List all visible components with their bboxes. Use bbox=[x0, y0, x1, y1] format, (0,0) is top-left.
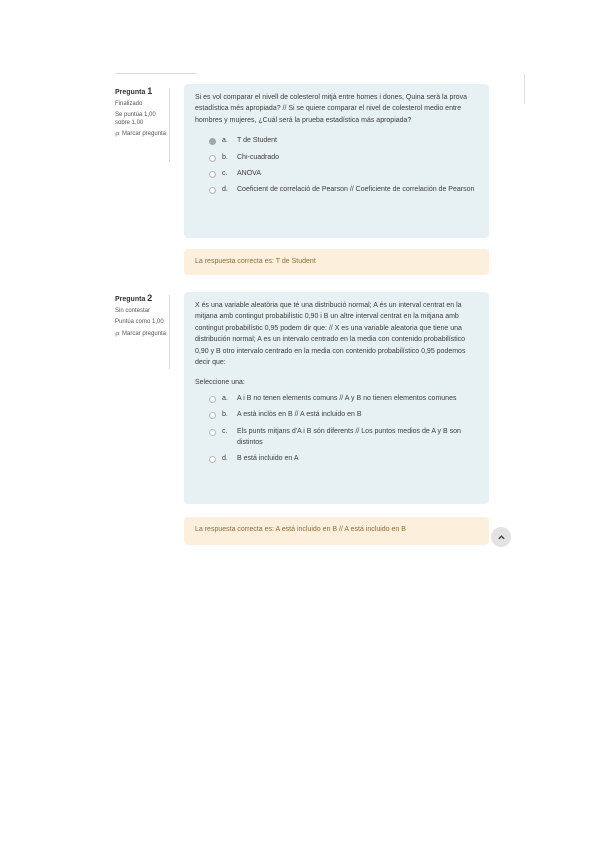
option-text: Chi-cuadrado bbox=[237, 153, 280, 161]
radio-button[interactable] bbox=[209, 412, 216, 419]
question-1-option-d[interactable] bbox=[195, 184, 478, 195]
radio-button[interactable] bbox=[209, 171, 216, 178]
radio-button[interactable] bbox=[209, 429, 216, 436]
option-letter: c. bbox=[222, 427, 228, 435]
question-2-flag-label: Marcar pregunta bbox=[122, 330, 167, 337]
radio-button[interactable] bbox=[209, 396, 216, 403]
flag-icon bbox=[115, 332, 120, 337]
option-text: A està inclòs en B // A está incluido en B bbox=[237, 411, 362, 419]
option-text: T de Student bbox=[237, 137, 277, 145]
chevron-up-icon bbox=[497, 533, 506, 542]
question-1-content bbox=[184, 84, 489, 238]
option-letter: d. bbox=[222, 186, 228, 194]
question-2-feedback: La respuesta correcta es: A está incluido en B // A está incluido en B bbox=[184, 517, 489, 545]
option-text: A i B no tenen elements comuns // A y B no tienen elementos comunes bbox=[237, 394, 457, 402]
back-to-top-button[interactable] bbox=[491, 527, 511, 547]
question-1-feedback: La respuesta correcta es: T de Student bbox=[184, 249, 489, 275]
option-letter: a. bbox=[222, 394, 228, 402]
question-1-text: Si es vol comparar el nivell de colesterol mitjà entre homes i dones, Quina serà la prova estadística més apropiada? // Si se quiere comparar el nivel de colesterol medio entre hombres y mujeres, ¿Cuál será la prueba estadística más apropiada? bbox=[195, 94, 467, 124]
question-2-text: X és una variable aleatòria que té una distribució normal; A és un interval centrat en la mitjana amb contingut probabilístic 0,90 i B un altre interval centrat en la mitjana amb contingut probabilístic 0,95 podem dir que: // X es una variable aleatoria que tiene una distribución normal; A es un intervalo centrado en la media con contenido probabilístico 0,90 y B otro intervalo centrado en la media con contenido probabilístico 0,95 podemos decir que: bbox=[195, 302, 466, 367]
radio-button[interactable] bbox=[209, 456, 216, 463]
question-2-option-d[interactable] bbox=[195, 453, 478, 464]
option-letter: c. bbox=[222, 170, 228, 178]
option-letter: b. bbox=[222, 153, 228, 161]
option-text: Coeficient de correlació de Pearson // Coeficiente de correlación de Pearson bbox=[237, 186, 475, 194]
question-1-info bbox=[115, 88, 170, 162]
flag-icon bbox=[115, 132, 120, 137]
option-letter: b. bbox=[222, 411, 228, 419]
top-divider bbox=[116, 73, 196, 74]
question-1-grade: Se puntúa 1,00 sobre 1,00 bbox=[115, 112, 156, 126]
question-1-number: Pregunta 1 bbox=[115, 86, 153, 96]
right-divider bbox=[524, 74, 525, 104]
question-1-state: Finalizado bbox=[115, 100, 143, 107]
question-2-option-c[interactable] bbox=[195, 426, 478, 449]
question-2-option-b[interactable] bbox=[195, 409, 478, 420]
question-1-flag-label: Marcar pregunta bbox=[122, 131, 167, 138]
question-1-flag[interactable] bbox=[115, 131, 169, 139]
option-text: Els punts mitjans d'A i B són diferents // Los puntos medios de A y B son distintos bbox=[237, 427, 461, 447]
radio-button[interactable] bbox=[209, 138, 216, 145]
option-text: B está incluido en A bbox=[237, 455, 299, 463]
option-letter: a. bbox=[222, 137, 228, 145]
question-2-prompt: Seleccione una: bbox=[195, 379, 245, 387]
option-text: ANOVA bbox=[237, 170, 261, 178]
radio-button[interactable] bbox=[209, 155, 216, 162]
question-2-state: Sin contestar bbox=[115, 307, 151, 314]
radio-button[interactable] bbox=[209, 187, 216, 194]
question-2-content bbox=[184, 292, 489, 504]
question-2-option-a[interactable] bbox=[195, 393, 478, 404]
option-letter: d. bbox=[222, 455, 228, 463]
question-2-grade: Puntúa como 1,00 bbox=[115, 319, 164, 326]
question-2-number: Pregunta 2 bbox=[115, 293, 153, 303]
question-1-option-a[interactable] bbox=[195, 135, 478, 146]
question-1-option-c[interactable] bbox=[195, 168, 478, 179]
question-2-info bbox=[115, 295, 170, 369]
question-1-option-b[interactable] bbox=[195, 152, 478, 163]
question-2-flag[interactable] bbox=[115, 331, 169, 339]
